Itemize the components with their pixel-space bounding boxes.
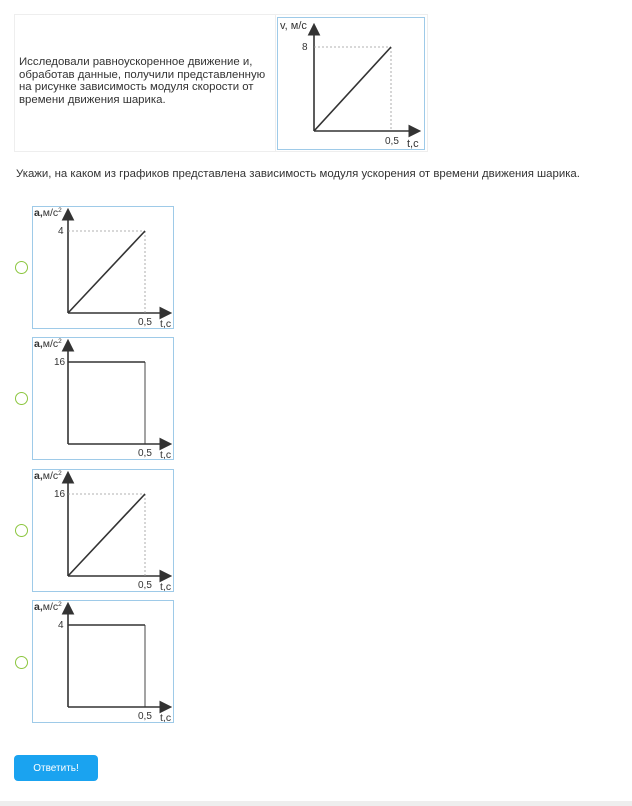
y-tick-label: 8 (302, 42, 308, 53)
x-axis-label: t,c (160, 449, 172, 459)
y-axis-label: $a,м/с^2$ (34, 470, 62, 482)
option-graph-svg (33, 601, 173, 722)
option-graph-3[interactable] (32, 469, 174, 592)
option-graph-4[interactable] (32, 600, 174, 723)
y-tick-label: 4 (58, 226, 64, 237)
acceleration-line (68, 494, 145, 576)
intro-text: Исследовали равноускоренное движение и, обработав данные, получили представленную на рисунке зависимость модуля скорости от времени движения шарика. (19, 56, 266, 106)
option-graph-svg (33, 470, 173, 591)
x-tick-label: 0,5 (138, 448, 152, 459)
x-tick-label: 0,5 (138, 711, 152, 722)
option-radio-2[interactable] (15, 392, 28, 405)
option-graph-2[interactable] (32, 337, 174, 460)
option-graph-svg (33, 338, 173, 459)
velocity-graph (277, 17, 425, 150)
option-radio-1[interactable] (15, 261, 28, 274)
y-axis-label: $a,м/с^2$ (34, 601, 62, 613)
y-axis-label: v, м/с (280, 20, 307, 32)
option-graph-svg (33, 207, 173, 328)
option-graph-1[interactable] (32, 206, 174, 329)
x-axis-label: t,c (160, 581, 172, 591)
y-axis-label: $a,м/с^2$ (34, 207, 62, 219)
submit-button[interactable]: Ответить! (14, 755, 98, 781)
x-tick-label: 0,5 (385, 136, 399, 147)
question-text: Укажи, на каком из графиков представлена зависимость модуля ускорения от времени движения шарика. (16, 168, 580, 180)
x-axis-label: t,c (160, 318, 172, 328)
velocity-graph-svg (278, 18, 424, 149)
x-tick-label: 0,5 (138, 580, 152, 591)
option-radio-4[interactable] (15, 656, 28, 669)
velocity-line (314, 47, 391, 131)
y-axis-label: $a,м/с^2$ (34, 338, 62, 350)
option-radio-3[interactable] (15, 524, 28, 537)
x-axis-label: t,c (407, 138, 419, 149)
x-axis-label: t,c (160, 712, 172, 722)
acceleration-line (68, 231, 145, 313)
bottom-strip (0, 801, 632, 806)
y-tick-label: 16 (54, 357, 66, 368)
intro-divider (275, 14, 276, 152)
x-tick-label: 0,5 (138, 317, 152, 328)
y-tick-label: 16 (54, 489, 66, 500)
y-tick-label: 4 (58, 620, 64, 631)
